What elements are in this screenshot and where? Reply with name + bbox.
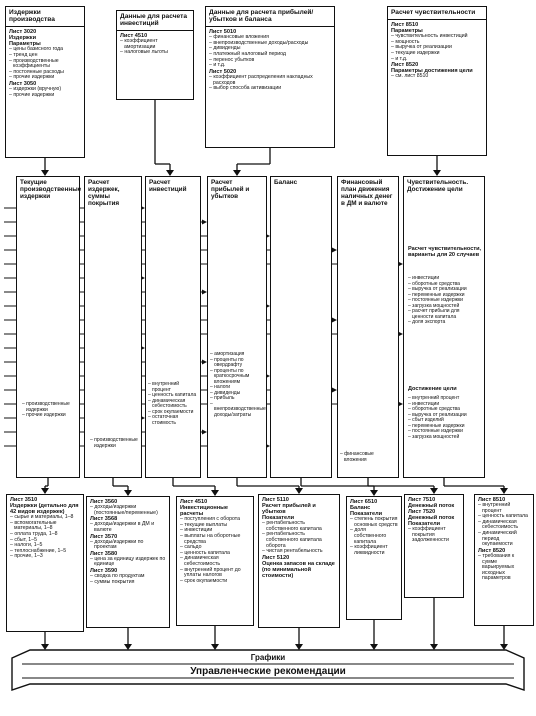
sheet-ref: Лист 3020 [9,29,37,36]
output-item: – инвестиции [180,528,250,534]
annotation-item: – внутренний процент [148,382,198,393]
arrow-down-icon [500,644,508,650]
column-title: Текущие производственные издержки [20,179,82,201]
list-item: – финансовые вложения [209,35,331,41]
output-item: – теплоснабжение, 1–5 [10,549,80,555]
column-1-outputs [22,402,74,419]
arrow-down-icon [370,644,378,650]
annotation-item: – проценты по краткосрочным вложениям [210,369,265,386]
annotation-item: – внутренний процент [408,396,482,402]
output-item: – поступления с оборота [180,517,250,523]
annotation-item: – сбыт изделий [408,418,482,424]
process-column-1 [16,176,80,478]
column-title: Баланс [274,179,298,186]
output-subtitle: Показатели [262,515,295,522]
output-item: – доходы/издержки по проектам [90,540,166,551]
goal-seek-items [408,396,482,440]
annotation-item: – расчет прибыли для ценности капитала [408,309,482,320]
sheet-ref: Лист 8520 [478,547,506,554]
sheet-ref: Лист 5010 [209,29,237,36]
output-title: Оценка запасов на складе (по минимальной стоимости) [262,560,335,579]
annotation-item: – производственные издержки [22,402,74,413]
output-box-7 [474,494,534,626]
list-item: – прочие издержки [9,93,81,99]
column-title: Расчет прибылей и убытков [211,179,250,201]
column-4-outputs [210,352,265,418]
output-item: – динамическая себестоимость [180,556,250,567]
arrow-down-icon [430,644,438,650]
output-item: – сальдо [180,545,250,551]
sheet-ref: Лист 8520 [391,62,419,69]
output-item: – рентабельность собственного капитала [262,521,336,532]
output-title: Издержки (детально для 42 видов издержек) [10,503,79,516]
output-title: Баланс [350,505,371,512]
output-item: – оплата труда, 1–8 [10,532,80,538]
list-item: – выручка от реализации [391,45,483,51]
output-item: – срок окупаемости [180,579,250,585]
annotation-item: – переменные издержки [408,424,482,430]
output-title: Инвестиционные расчеты [180,505,229,518]
annotation-item: – инвестиции [408,402,482,408]
annotation-item: – финансовые вложения [340,452,396,463]
sheet-ref: Лист 4510 [180,499,208,505]
input-box-title: Издержки производства [9,9,55,24]
sheet-ref: Лист 3580 [90,550,118,557]
column-6-outputs [340,452,396,463]
output-item: – суммы покрытия [90,580,166,586]
list-item: – коэффициент распределения накладных расходов [209,75,331,86]
column-title: Расчет инвестиций [149,179,187,194]
output-box-5 [346,496,402,620]
annotation-item: – проценты по овердрафту [210,358,265,369]
annotation-item: – оборотные средства [408,282,482,288]
output-item: – цена за единицу издержек по единице [90,557,166,568]
output-box-4 [258,494,340,628]
column-title: Финансовый план движения наличных денег в ДМ и валюте [341,179,393,208]
list-item: – см. лист 8510 [391,74,483,80]
output-item: – ценность капитала [478,514,530,520]
annotation-item: – загрузка мощностей [408,435,482,441]
sheet-ref: Лист 5110 [262,497,289,503]
annotation-item: – доля экспорта [408,320,482,326]
annotation-item: – остаточная стоимость [148,415,198,426]
output-item: – ценность капитала [180,551,250,557]
section-label: Издержки [9,35,37,42]
output-item: – прочие, 1–3 [10,554,80,560]
sheet-ref: Лист 3050 [9,80,37,87]
arrow-down-icon [211,644,219,650]
annotation-item: – производственные издержки [90,438,138,449]
output-item: – внутренний процент до уплаты налогов [180,568,250,579]
output-item: – сырье и материалы, 1–8 [10,515,80,521]
output-item: – выплаты на оборотные средства [180,534,250,545]
list-item: – производственные коэффициенты [9,59,81,70]
annotation-item: – загрузка мощностей [408,304,482,310]
output-title: Денежный поток [408,515,455,522]
annotation-item: – переменные издержки [408,293,482,299]
sheet-ref: Лист 5120 [262,554,290,561]
output-box-1 [6,494,84,632]
output-title: Денежный поток [408,503,455,510]
sheet-ref: Лист 3510 [10,497,38,503]
list-item: – тренд цен [9,53,81,59]
output-item: – сводка по продуктам [90,574,166,580]
arrow-down-icon [295,644,303,650]
annotation-item: – выручка от реализации [408,287,482,293]
output-item: – внутренний процент [478,503,530,514]
output-item: – доля собственного капитала [350,528,398,545]
process-column-4 [207,176,267,478]
section-label: Параметры достижения цели [391,68,473,75]
sheet-ref: Лист 8510 [391,22,419,29]
input-box-title: Данные для расчета прибылей/убытков и баланса [209,9,314,24]
list-item: – цены базисного года [9,47,81,53]
annotation-item: – срок окупаемости [148,410,198,416]
charts-label: Графики [250,653,286,662]
annotation-item: – выручка от реализации [408,413,482,419]
output-item: – вспомогательные материалы, 1–8 [10,521,80,532]
sensitivity-items [408,276,482,326]
column-2-outputs [90,438,138,449]
annotation-item: – прочие издержки [22,413,74,419]
output-box-6 [404,494,464,598]
list-item: – дивиденды [209,46,331,52]
sheet-ref: Лист 3568 [90,516,118,523]
list-item: – платежный налоговый период [209,52,331,58]
section-label: Параметры [391,28,423,35]
output-item: – рентабельность собственного капитала оборота [262,532,336,549]
sheet-ref: Лист 3590 [90,568,118,574]
recommendations-label: Управленческие рекомендации [190,666,346,677]
input-box-title: Данные для расчета инвестиций [120,13,188,28]
annotation-item: – внепроизводственные доходы/затраты [210,402,265,419]
list-item: – перенос убытков [209,58,331,64]
output-item: – динамический период окупаемости [478,531,530,548]
section-label: Параметры [9,41,41,48]
title-divider [117,30,193,31]
output-item: – текущие выплаты [180,523,250,529]
column-title: Расчет издержек, суммы покрытия [88,179,120,208]
list-item: – текущие издержки [391,51,483,57]
list-item: – налоговые льготы [120,50,190,56]
title-divider [6,26,84,27]
process-column-5 [270,176,332,478]
arrow-down-icon [41,644,49,650]
annotation-item: – динамическая себестоимость [148,399,198,410]
sheet-ref: Лист 3560 [90,499,118,505]
list-item: – и т.д. [391,57,483,63]
process-column-6 [337,176,399,478]
list-item: – и т.д. [209,63,331,69]
annotation-item: – амортизация [210,352,265,358]
list-item: – чувствительность инвестиций [391,34,483,40]
output-item: – коэффициент ликвидности [350,545,398,556]
output-subtitle: Показатели [408,521,441,528]
process-column-3 [145,176,201,478]
output-item: – доходы/издержки (постоянные/переменные) [90,505,166,516]
sheet-ref: Лист 6510 [350,499,378,505]
process-column-2 [84,176,142,478]
output-title: Расчет прибылей и убытков [262,503,316,516]
output-item: – динамическая себестоимость [478,520,530,531]
output-item: – коэффициент покрытия задолженности [408,527,460,544]
sheet-ref: Лист 3570 [90,533,118,540]
annotation-item: – оборотные средства [408,407,482,413]
output-box-2 [86,496,170,628]
input-box-title: Расчет чувствительности [391,9,476,16]
annotation-item: – постоянные издержки [408,429,482,435]
sheet-ref: Лист 5020 [209,68,237,75]
input-box-1 [5,6,85,158]
input-box-2 [116,10,194,100]
annotation-item: – налоги [210,385,265,391]
sheet-ref: Лист 4510 [120,33,148,40]
output-box-3 [176,496,254,626]
column-title: Чувствительность. Достижение цели [407,179,469,194]
output-item: – требования к сумме варьируемых исходных параметров [478,554,530,582]
output-item: – чистая рентабельность [262,549,336,555]
arrow-down-icon [124,644,132,650]
list-item: – прочие издержки [9,75,81,81]
output-item: – сбыт, 1–5 [10,538,80,544]
list-item: – издержки (вручную) [9,87,81,93]
output-item: – налоги, 1–5 [10,543,80,549]
input-box-4 [387,6,487,156]
sheet-ref: Лист 7520 [408,509,436,516]
annotation-item: – ценность капитала [148,393,198,399]
list-item: – постоянные расходы [9,70,81,76]
goal-seek-title: Достижение цели [408,386,457,392]
sheet-ref: Лист 8510 [478,497,506,503]
sensitivity-title: Расчет чувствительности, варианты для 20 случаев [408,246,482,259]
annotation-item: – прибыль [210,396,265,402]
annotation-item: – инвестиции [408,276,482,282]
output-subtitle: Показатели [350,511,383,518]
input-box-3 [205,6,335,148]
list-item: – внепроизводственные доходы/расходы [209,41,331,47]
annotation-item: – постоянные издержки [408,298,482,304]
sheet-ref: Лист 7510 [408,497,436,503]
title-divider [388,19,486,20]
list-item: – коэффициент амортизации [120,39,190,50]
output-item: – доходы/издержки в ДМ и валюте [90,522,166,533]
column-3-outputs [148,382,198,426]
annotation-item: – дивиденды [210,391,265,397]
list-item: – мощность [391,40,483,46]
title-divider [206,26,334,27]
output-item: – степень покрытия основных средств [350,517,398,528]
list-item: – выбор способа активизации [209,86,331,92]
